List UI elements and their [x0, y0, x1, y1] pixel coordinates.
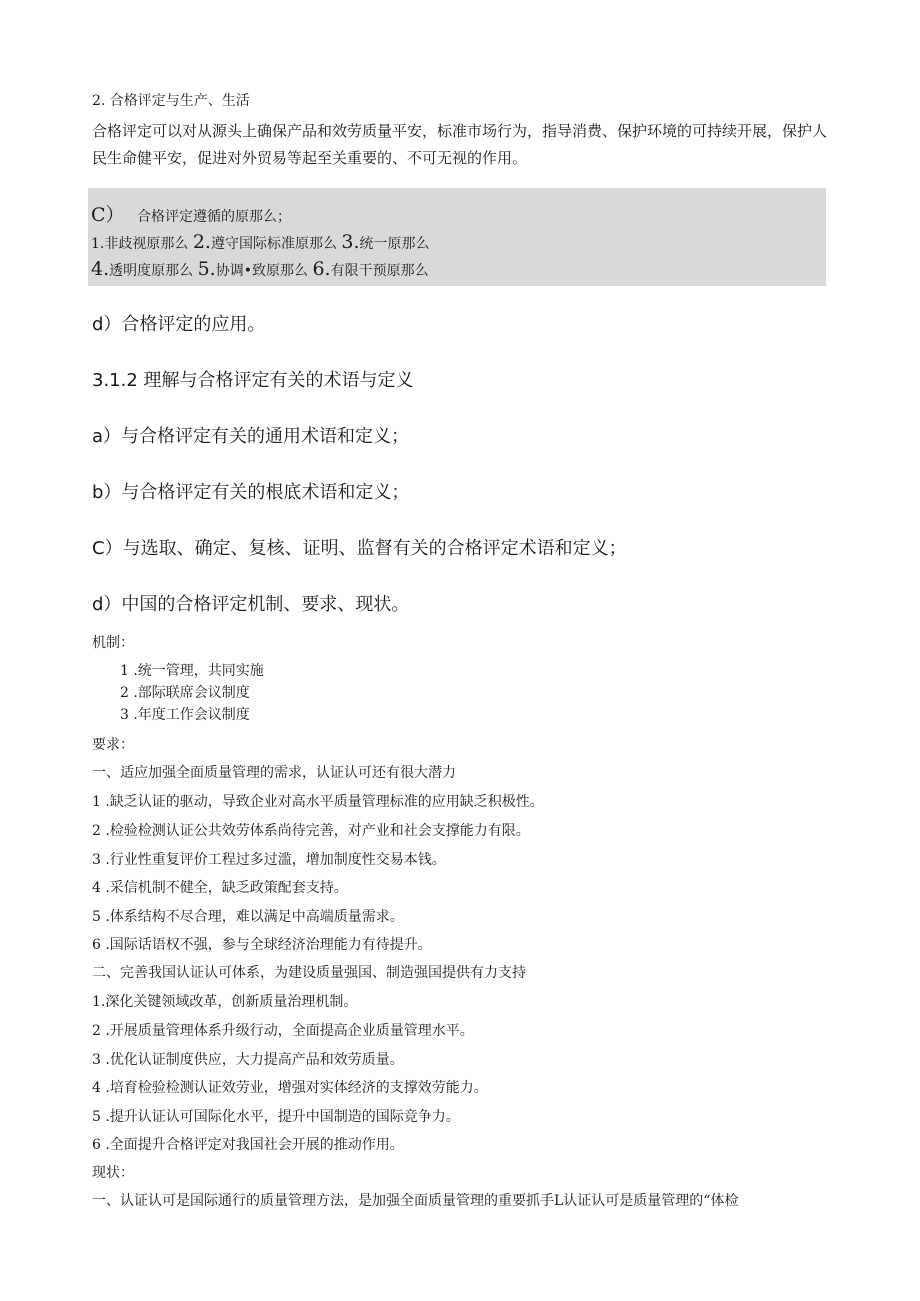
requirements-item: 6 .国际话语权不强，参与全球经济治理能力有待提升。 [92, 937, 432, 953]
requirements-item: 5 .提升认证认可国际化水平，提升中国制造的国际竞争力。 [92, 1109, 460, 1125]
principles-box [88, 188, 826, 286]
requirements-label: 要求： [92, 737, 134, 753]
mechanism-item: 2 .部际联席会议制度 [120, 685, 250, 701]
section-paragraph: 合格评定可以对从源头上确保产品和效劳质量平安，标准市场行为，指导消费、保护环境的可持续开展，保护人民生命健平安，促进对外贸易等起至关重要的、不可无视的作用。 [92, 122, 828, 167]
requirements-item: 6 .全面提升合格评定对我国社会开展的推动作用。 [92, 1137, 404, 1153]
principle-num: 1. [91, 236, 105, 252]
principles-title-line [91, 200, 291, 227]
principles-title: 合格评定遵循的原那么； [137, 209, 291, 225]
requirements-item: 4 .采信机制不健全，缺乏政策配套支持。 [92, 880, 348, 896]
requirements-item: 1 .缺乏认证的驱动，导致企业对高水平质量管理标准的应用缺乏积极性。 [92, 794, 544, 810]
heading-a: a）与合格评定有关的通用术语和定义； [92, 426, 410, 447]
principle-text: 有限干预原那么 [330, 263, 429, 279]
requirements-item: 2 .开展质量管理体系升级行动，全面提高企业质量管理水平。 [92, 1023, 474, 1039]
requirements-item: 4 .培育检验检测认证效劳业，增强对实体经济的支撑效劳能力。 [92, 1080, 488, 1096]
principle-num: 2. [192, 231, 211, 253]
principle-num: 4. [91, 258, 110, 280]
status-label: 现状： [92, 1165, 134, 1181]
principles-marker: C） [91, 204, 125, 226]
section-title: 2. 合格评定与生产、生活 [92, 93, 250, 109]
heading-d-application: d）合格评定的应用。 [92, 314, 266, 335]
requirements-item: 1.深化关键领域改革，创新质量治理机制。 [92, 994, 358, 1010]
heading-3-1-2: 3.1.2 理解与合格评定有关的术语与定义 [92, 370, 414, 391]
mechanism-label: 机制： [92, 635, 134, 651]
principle-text: 遵守国际标准原那么 [210, 236, 337, 252]
principle-text: 非歧视原那么 [104, 236, 189, 252]
requirements-part1-title: 一、适应加强全面质量管理的需求，认证认可还有很大潜力 [92, 765, 456, 781]
heading-d-china: d）中国的合格评定机制、要求、现状。 [92, 594, 410, 615]
principle-text: 统一原那么 [359, 236, 430, 252]
principle-num: 3. [341, 231, 360, 253]
principle-num: 6. [312, 258, 331, 280]
heading-b: b）与合格评定有关的根底术语和定义； [92, 482, 410, 503]
requirements-item: 2 .检验检测认证公共效劳体系尚待完善，对产业和社会支撑能力有限。 [92, 823, 530, 839]
principle-num: 5. [197, 258, 216, 280]
principle-text: 透明度原那么 [109, 263, 194, 279]
status-line: 一、认证认可是国际通行的质量管理方法，是加强全面质量管理的重要抓手L认证认可是质量管理的“体检 [92, 1193, 739, 1209]
requirements-item: 3 .行业性重复评价工程过多过滥，增加制度性交易本钱。 [92, 852, 446, 868]
requirements-item: 5 .体系结构不尽合理，难以满足中高端质量需求。 [92, 909, 404, 925]
mechanism-item: 3 .年度工作会议制度 [120, 707, 250, 723]
requirements-item: 3 .优化认证制度供应，大力提高产品和效劳质量。 [92, 1052, 404, 1068]
mechanism-item: 1 .统一管理，共同实施 [120, 663, 264, 679]
principles-row-2 [91, 258, 429, 280]
requirements-part2-title: 二、完善我国认证认可体系，为建设质量强国、制造强国提供有力支持 [92, 965, 526, 981]
principles-row-1 [91, 231, 430, 253]
principle-text: 协调•致原那么 [215, 263, 308, 279]
heading-c: C）与选取、确定、复核、证明、监督有关的合格评定术语和定义； [92, 538, 627, 559]
